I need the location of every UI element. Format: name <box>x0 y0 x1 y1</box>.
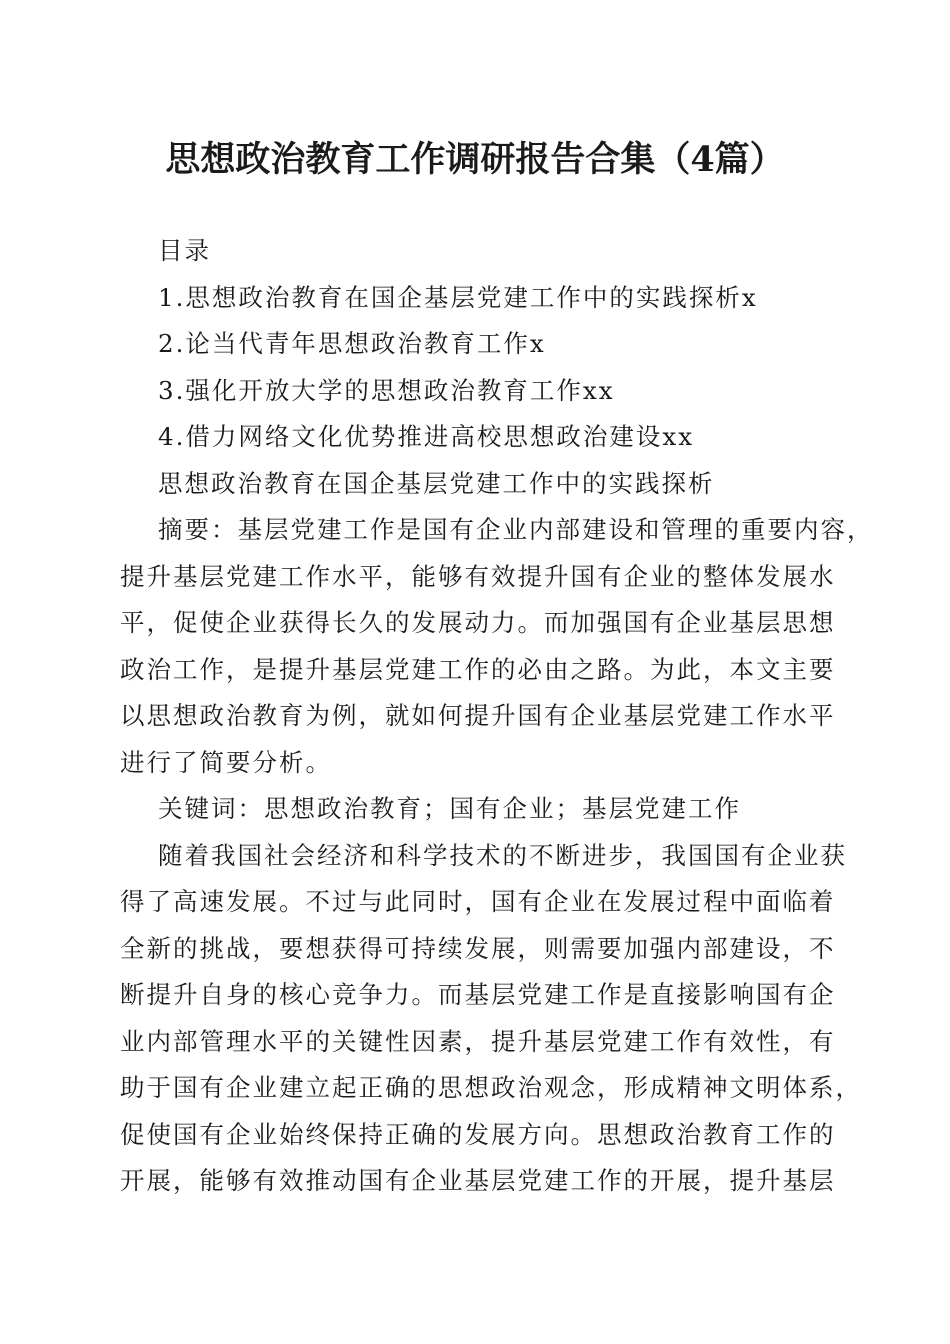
keywords-line: 关键词：思想政治教育；国有企业；基层党建工作 <box>158 794 741 823</box>
body-line: 促使国有企业始终保持正确的发展方向。思想政治教育工作的 <box>120 1119 836 1149</box>
abstract-line: 提升基层党建工作水平，能够有效提升国有企业的整体发展水 <box>120 561 836 591</box>
body-line: 开展，能够有效推动国有企业基层党建工作的开展，提升基层 <box>120 1166 836 1195</box>
toc-heading: 目录 <box>158 236 211 265</box>
document-body <box>120 228 874 1205</box>
abstract-line: 平，促使企业获得长久的发展动力。而加强国有企业基层思想 <box>120 608 836 637</box>
abstract-line: 摘要：基层党建工作是国有企业内部建设和管理的重要内容， <box>158 515 874 544</box>
body-line: 得了高速发展。不过与此同时，国有企业在发展过程中面临着 <box>120 887 836 916</box>
body-line: 助于国有企业建立起正确的思想政治观念，形成精神文明体系， <box>120 1073 862 1102</box>
abstract-line: 进行了简要分析。 <box>120 747 332 777</box>
body-line: 业内部管理水平的关键性因素，提升基层党建工作有效性，有 <box>120 1026 836 1056</box>
article-title: 思想政治教育在国企基层党建工作中的实践探析 <box>158 468 715 498</box>
abstract-line: 政治工作，是提升基层党建工作的必由之路。为此，本文主要 <box>120 654 836 684</box>
document-title: 思想政治教育工作调研报告合集（4篇） <box>165 139 785 180</box>
abstract-line: 以思想政治教育为例，就如何提升国有企业基层党建工作水平 <box>120 701 836 730</box>
toc-item-1: 1.思想政治教育在国企基层党建工作中的实践探析x <box>158 282 758 312</box>
toc-item-3: 3.强化开放大学的思想政治教育工作xx <box>158 375 615 405</box>
toc-item-2: 2.论当代青年思想政治教育工作x <box>158 329 546 358</box>
body-line: 随着我国社会经济和科学技术的不断进步，我国国有企业获 <box>158 840 847 870</box>
toc-item-4: 4.借力网络文化优势推进高校思想政治建设xx <box>158 422 695 451</box>
body-line: 全新的挑战，要想获得可持续发展，则需要加强内部建设，不 <box>120 933 836 963</box>
body-line: 断提升自身的核心竞争力。而基层党建工作是直接影响国有企 <box>120 980 836 1009</box>
